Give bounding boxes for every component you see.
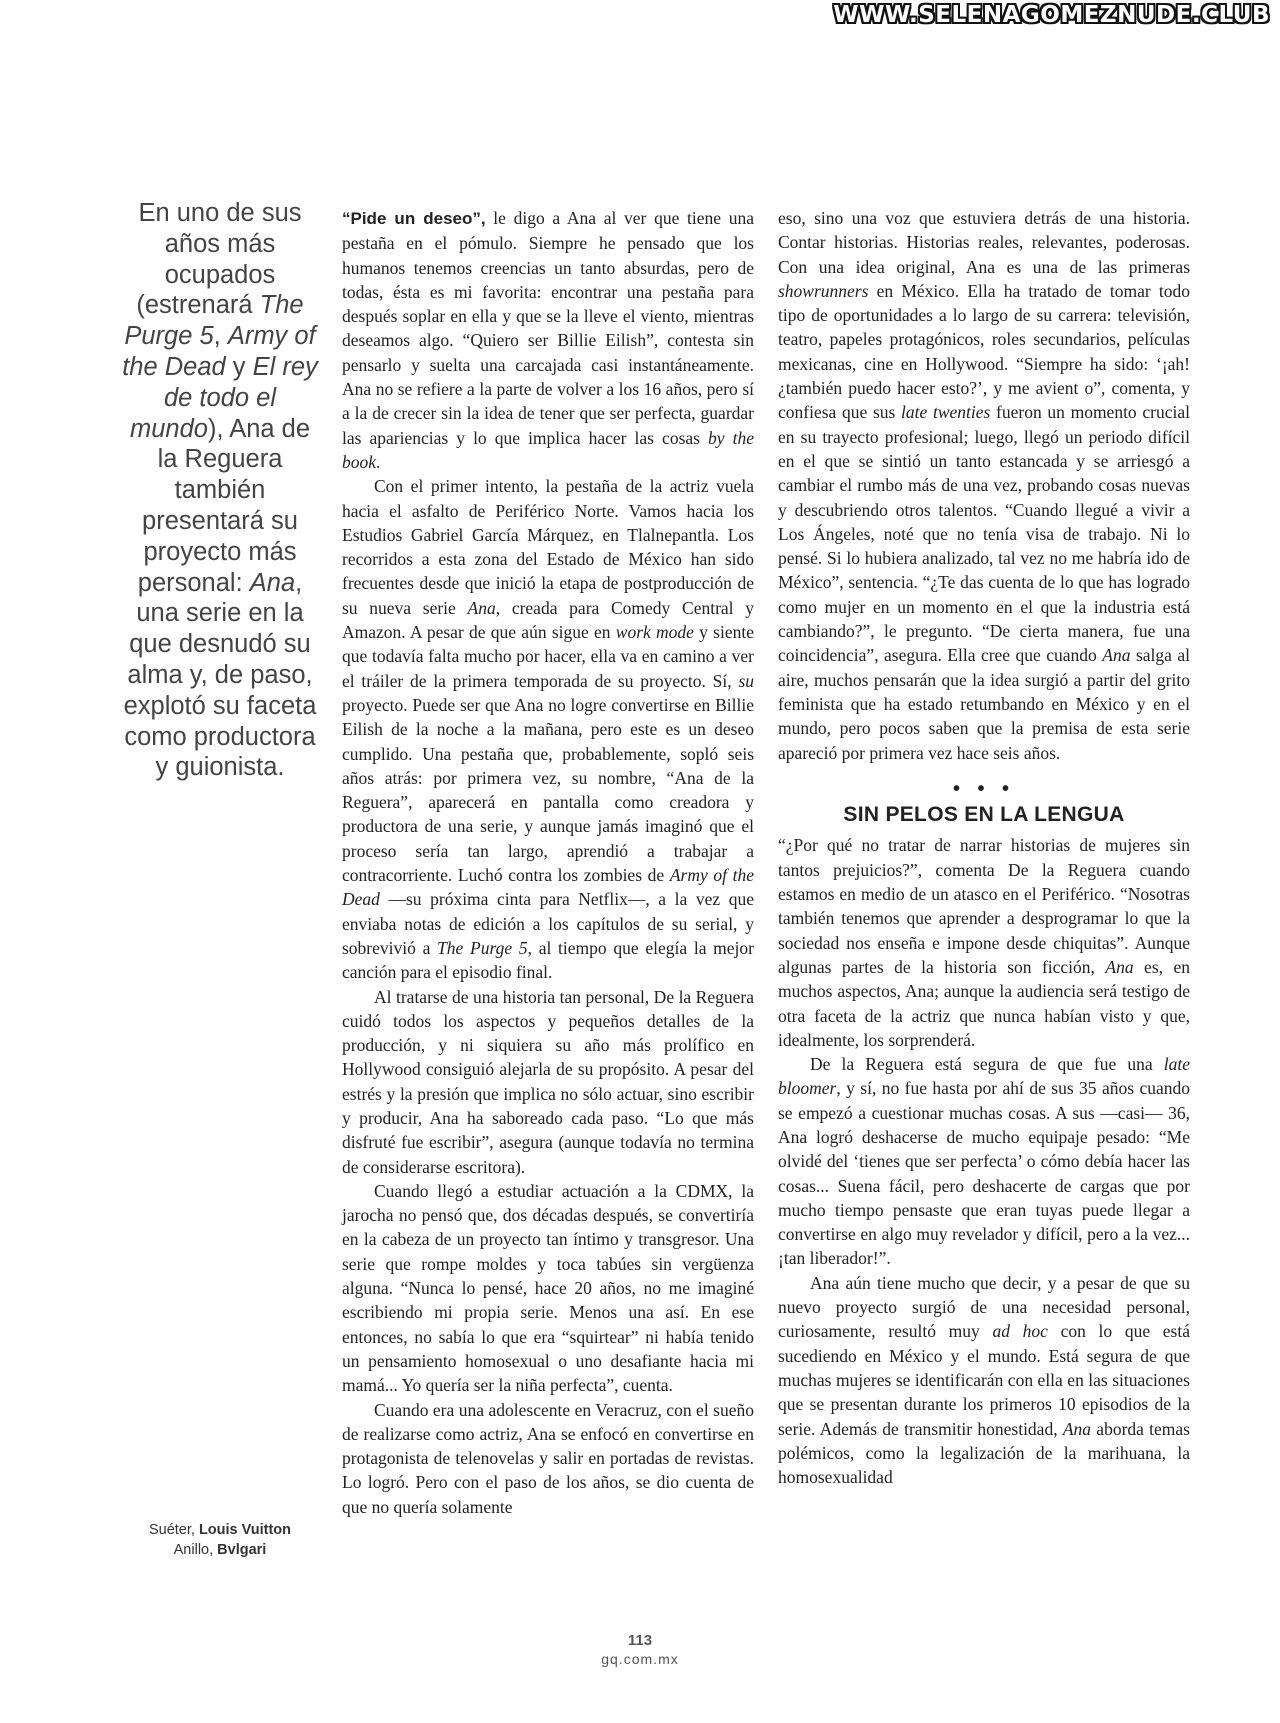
article-paragraph: eso, sino una voz que estuviera detrás de una historia. Contar historias. Historias reales, relevantes, poderosas. Con una idea original, Ana es una de las primeras showrunners en México. Ella ha tratado de tomar todo tipo de oportunidades a lo largo de su carrera: televisión, teatro, papeles protagónicos, roles secundarios, películas mexicanas, cine en Hollywood. “Siempre ha sido: ‘¡ah! ¿también puedo hacer esto?’, y me avient o”, comenta, y confiesa que sus late twenties fueron un momento crucial en su trayecto profesional; luego, llegó un periodo difícil en el que se sintió un tanto estancada y se arriesgó a cambiar el rumbo más de una vez, probando cosas nuevas y descubriendo otros talentos. “Cuando llegué a vivir a Los Ángeles, noté que no tenía visa de trabajo. Ni lo pensé. Si lo hubiera analizado, tal vez no me habría ido de México”, sentencia. “¿Te das cuenta de lo que has logrado como mujer en un momento en el que la industria está cambiando?”, le pregunto. “De cierta manera, fue una coincidencia”, asegura. Ella cree que cuando Ana salga al aire, muchos pensarán que la idea surgió a partir del grito feminista que ha estado retumbando en México y en el mundo, pero pocos saben que la premisa de esta serie apareció por primera vez hace seis años. — [778, 208, 1190, 763]
site-url: gq.com.mx — [601, 1651, 679, 1667]
article-paragraph: “Pide un deseo”, le digo a Ana al ver que tiene una pestaña en el pómulo. Siempre he pensado que los humanos tenemos creencias un tanto absurdas, pero de todas, ésta es mi favorita: encontrar una pestaña para después soplar en ella y que se la lleve el viento, mientras deseamos algo. “Quiero ser Billie Eilish”, contesta sin pensarlo y suelta una carcajada casi instantáneamente. Ana no se refiere a la parte de volver a los 16 años, pero sí a la de crecer sin la idea de tener que ser perfecta, guardar las apariencias y lo que implica hacer las cosas by the book. — [342, 208, 754, 472]
article-paragraph: Con el primer intento, la pestaña de la actriz vuela hacia el asfalto de Periférico Norte. Vamos hacia los Estudios Gabriel García Márquez, en Tlalnepantla. Los recorridos a esta zona del Estado de México han sido frecuentes desde que inició la etapa de postproducción de su nueva serie Ana, creada para Comedy Central y Amazon. A pesar de que aún sigue en work mode y siente que todavía falta mucho por hacer, ella va en camino a ver el tráiler de la primera temporada de su proyecto. Sí, su proyecto. Puede ser que Ana no logre convertirse en Billie Eilish de la noche a la mañana, pero este es un deseo cumplido. Una pestaña que, probablemente, sopló seis años atrás: por primera vez, su nombre, “Ana de la Reguera”, aparecerá en pantalla como creadora y productora de una serie, y aunque jamás imaginó que el proceso sería tan largo, aprendió a trabajar a contracorriente. Luchó contra los zombies de Army of the Dead —su próxima cinta para Netflix—, a la vez que enviaba notas de edición a los capítulos de su serial, y sobrevivió a The Purge 5, al tiempo que elegía la mejor canción para el episodio final. — [342, 476, 754, 983]
watermark-text: WWW.SELENAGOMEZNUDE.CLUB — [833, 2, 1270, 28]
article-paragraph: Al tratarse de una historia tan personal, De la Reguera cuidó todos los aspectos y pequeños detalles de la producción, y ni siquiera su año más prolífico en Hollywood consiguió alejarla de su propósito. A pesar del estrés y la presión que implica no sólo actuar, sino escribir y producir, Ana ha saboreado cada paso. “Lo que más disfruté fue escribir”, asegura (aunque todavía no termina de considerarse escritora). — [342, 986, 754, 1177]
article-paragraph: Cuando era una adolescente en Veracruz, con el sueño de realizarse como actriz, Ana se enfocó en convertirse en protagonista de telenovelas y salir en portadas de revistas. Lo logró. Pero con el paso de los años, se dio cuenta de que no quería solamente — [342, 1399, 754, 1517]
pull-quote — [118, 198, 322, 783]
pull-quote-text: En uno de sus años más ocupados (estrenará The Purge 5, Army of the Dead y El rey de todo el mundo), Ana de la Reguera también presentará su proyecto más personal: Ana, una serie en la que desnudó su alma y, de paso, explotó su faceta como productora y guionista. — [122, 199, 318, 782]
article-paragraph: “¿Por qué no tratar de narrar historias de mujeres sin tantos prejuicios?”, comenta De la Reguera cuando estamos en medio de un atasco en el Periférico. “Nosotras también tenemos que aprender a desprogramar lo que la sociedad nos enseña e impone desde chiquitas”. Aunque algunas partes de la historia son ficción, Ana es, en muchos aspectos, Ana; aunque la audiencia será testigo de otra faceta de la actriz que nunca habían visto y que, idealmente, los sorprenderá. — [778, 835, 1190, 1050]
credit-line: Anillo, Bvlgari — [173, 1542, 267, 1558]
lead-in: “Pide un deseo”, — [342, 209, 486, 228]
article-paragraph: Cuando llegó a estudiar actuación a la CDMX, la jarocha no pensó que, dos décadas después, se convertiría en la cabeza de un proyecto tan íntimo y transgresor. Una serie que rompe moldes y toca tabúes sin vergüenza alguna. “Nunca lo pensé, hace 20 años, no me imaginé escribiendo mi propia serie. Menos una así. En ese entonces, no sabía lo que era “squirtear” ni había tenido un pensamiento homosexual o uno desafiante hacia mi mamá... Yo quería ser la niña perfecta”, cuenta. — [342, 1180, 754, 1396]
article-paragraph: Ana aún tiene mucho que decir, y a pesar de que su nuevo proyecto surgió de una necesidad personal, curiosamente, resultó muy ad hoc con lo que está sucediendo en México y el mundo. Está segura de que muchas mujeres se identificarán con ella en las situaciones que se presentan durante los primeros 10 episodios de la serie. Además de transmitir honestidad, Ana aborda temas polémicos, como la legalización de la marihuana, la homosexualidad — [778, 1272, 1190, 1488]
article-column-left — [342, 206, 754, 1519]
article-column-right — [778, 206, 1190, 1489]
section-heading: SIN PELOS EN LA LENGUA — [843, 803, 1125, 827]
article-paragraph: De la Reguera está segura de que fue una late bloomer, y sí, no fue hasta por ahí de sus 35 años cuando se empezó a cuestionar muchas cosas. A sus —casi— 36, Ana logró deshacerse de mucho equipaje pesado: “Me olvidé del ‘tienes que ser perfecta’ o cómo debía hacer las cosas... Suena fácil, pero deshacerte de cargas que por mucho tiempo pensaste que eran tuyas puede llegar a convertirse en algo muy revelador y difícil, pero a la vez... ¡tan liberador!”. — [778, 1054, 1190, 1269]
fashion-credits — [130, 1520, 310, 1560]
section-divider-dots: • • • — [952, 777, 1016, 800]
page-number: 113 — [627, 1632, 653, 1649]
credit-line: Suéter, Louis Vuitton — [148, 1522, 292, 1538]
page-footer — [0, 1632, 1280, 1668]
